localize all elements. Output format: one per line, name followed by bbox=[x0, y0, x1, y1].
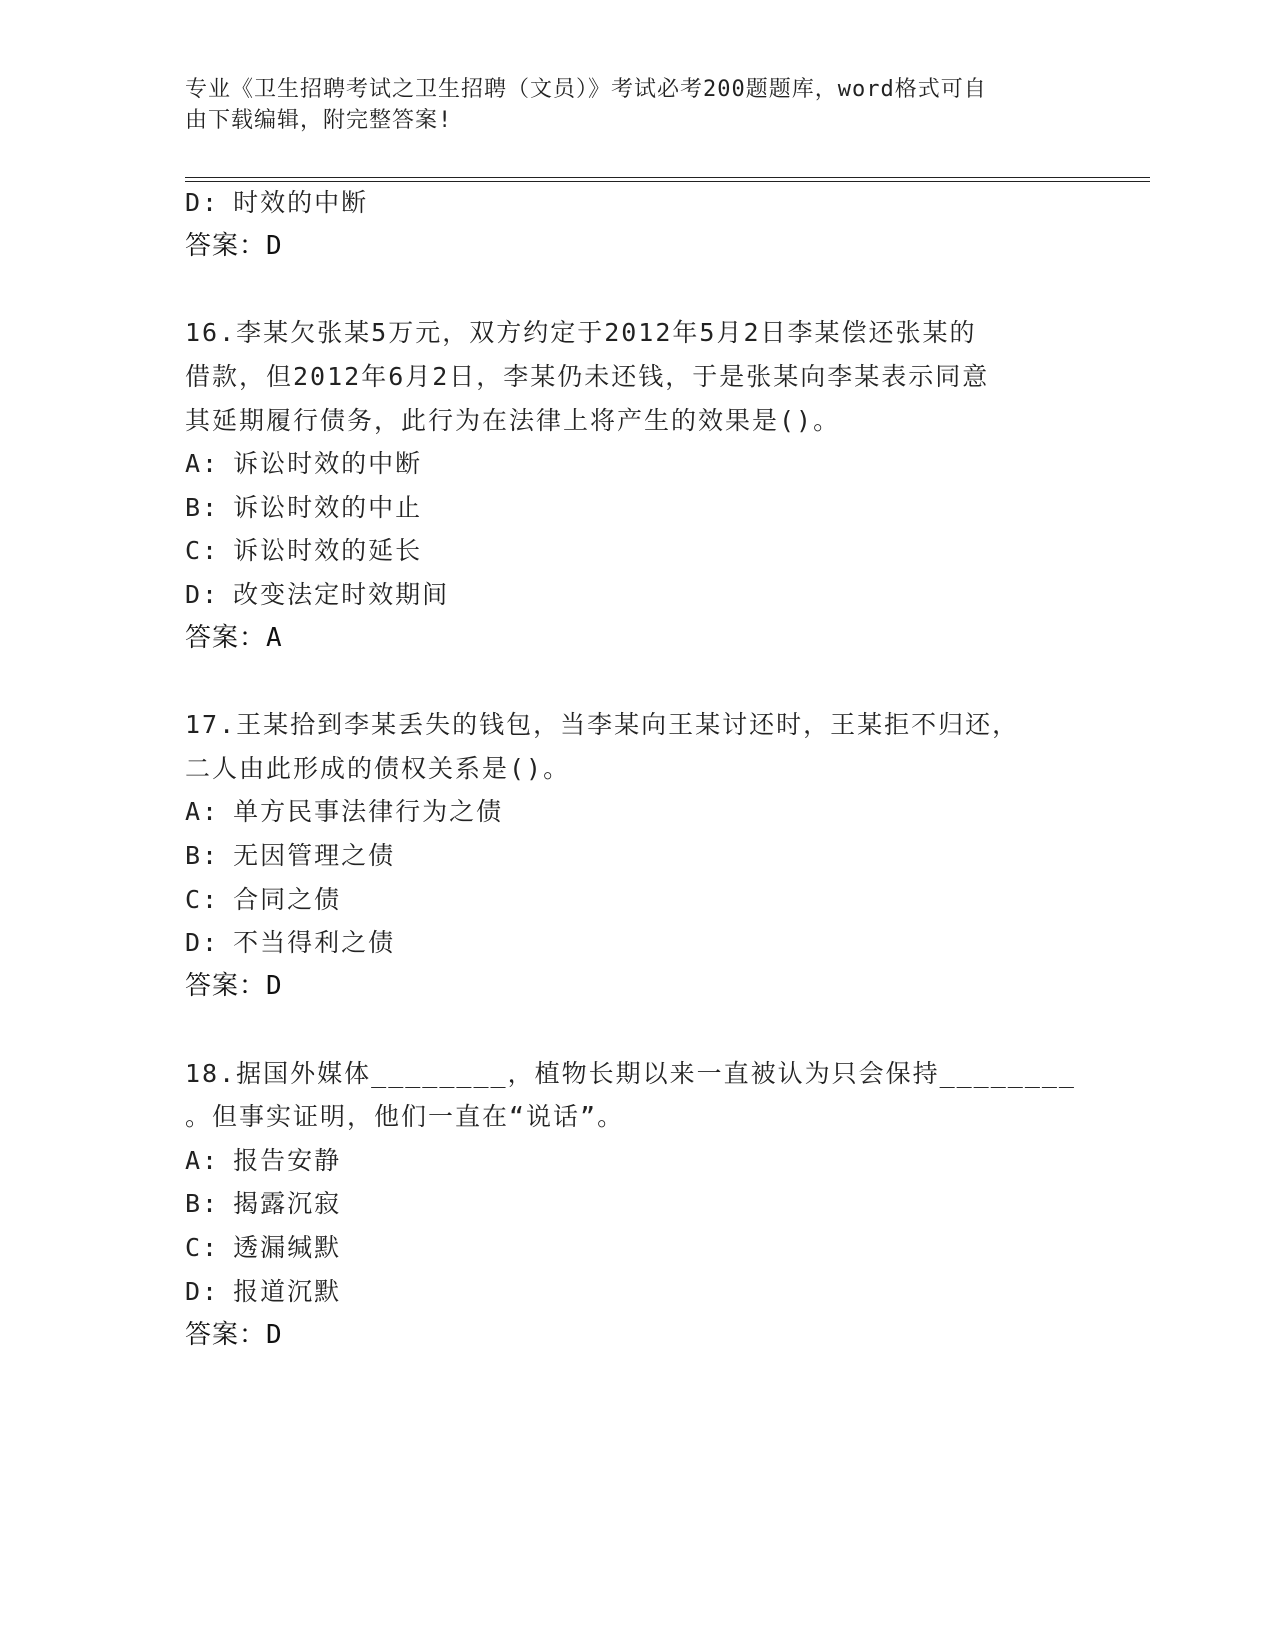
q18-option-a: A: 报告安静 bbox=[185, 1146, 342, 1175]
q16-option-d: D: 改变法定时效期间 bbox=[185, 580, 450, 609]
q18-option-d: D: 报道沉默 bbox=[185, 1277, 342, 1306]
q17-option-b: B: 无因管理之债 bbox=[185, 841, 396, 870]
header-divider bbox=[185, 177, 1150, 182]
q16-option-c: C: 诉讼时效的延长 bbox=[185, 536, 423, 565]
q17-option-d: D: 不当得利之债 bbox=[185, 928, 396, 957]
q16-stem-line-3: 其延期履行债务，此行为在法律上将产生的效果是()。 bbox=[185, 406, 841, 435]
q17-stem-line-2: 二人由此形成的债权关系是()。 bbox=[185, 754, 571, 783]
q16-option-a: A: 诉讼时效的中断 bbox=[185, 449, 423, 478]
q18-answer: 答案：D bbox=[185, 1320, 283, 1350]
q16-stem-line-1: 16.李某欠张某5万元，双方约定于2012年5月2日李某偿还张某的 bbox=[185, 318, 977, 347]
q18-stem-line-2: 。但事实证明，他们一直在“说话”。 bbox=[185, 1102, 625, 1131]
q17-stem-line-1: 17.王某拾到李某丢失的钱包，当李某向王某讨还时，王某拒不归还， bbox=[185, 710, 1020, 739]
header-line-1: 专业《卫生招聘考试之卫生招聘（文员）》考试必考200题题库，word格式可自 bbox=[185, 77, 987, 102]
q17-option-a: A: 单方民事法律行为之债 bbox=[185, 797, 504, 826]
q16-answer: 答案：A bbox=[185, 623, 283, 653]
q17-answer: 答案：D bbox=[185, 971, 283, 1001]
q18-option-b: B: 揭露沉寂 bbox=[185, 1189, 342, 1218]
q18-stem-line-1: 18.据国外媒体________，植物长期以来一直被认为只会保持________ bbox=[185, 1059, 1076, 1088]
q16-option-b: B: 诉讼时效的中止 bbox=[185, 493, 423, 522]
header-line-2: 由下载编辑，附完整答案! bbox=[185, 108, 453, 133]
prev-answer: 答案：D bbox=[185, 231, 283, 261]
document-header bbox=[185, 74, 1065, 136]
q17-option-c: C: 合同之债 bbox=[185, 885, 342, 914]
q18-option-c: C: 透漏缄默 bbox=[185, 1233, 342, 1262]
prev-option-d: D: 时效的中断 bbox=[185, 188, 369, 217]
q16-stem-line-2: 借款，但2012年6月2日，李某仍未还钱，于是张某向李某表示同意 bbox=[185, 362, 990, 391]
